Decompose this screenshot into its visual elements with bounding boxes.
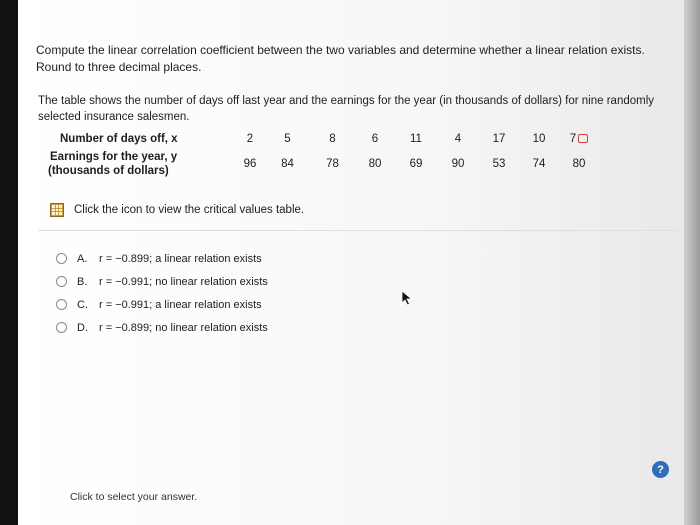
problem-description: The table shows the number of days off last year and the earnings for the year (in thousands of dollars) for nine randomly selected insurance salesmen. [38,95,655,123]
x-value: 8 [329,133,336,145]
divider [38,230,678,231]
option-letter: A. [77,252,88,265]
radio-button[interactable] [56,253,67,264]
table-grid-icon[interactable] [50,203,64,217]
critical-values-text: Click the icon to view the critical values table. [74,204,305,216]
x-value: 4 [454,133,462,145]
option-text: r = −0.899; a linear relation exists [99,252,262,265]
x-value: 2 [246,133,254,145]
x-value: 11 [410,133,422,145]
option-text: r = −0.899; no linear relation exists [99,321,268,334]
option-letter: C. [77,298,88,311]
y-label-line2: (thousands of dollars) [48,165,169,177]
radio-button[interactable] [56,322,67,333]
left-bezel [0,0,18,525]
y-value: 80 [368,158,382,170]
option-d[interactable] [56,316,268,339]
x-value: 5 [284,133,291,145]
answer-options [56,247,268,339]
y-value: 80 [572,158,586,170]
y-value: 53 [492,158,506,170]
option-c[interactable] [56,293,268,316]
copy-data-icon[interactable] [578,134,588,143]
radio-button[interactable] [56,276,67,287]
option-a[interactable] [56,247,268,270]
data-table [48,128,599,178]
mouse-cursor-icon [401,290,413,306]
y-value: 90 [451,158,465,170]
y-label [48,150,235,178]
y-value: 74 [532,158,546,170]
x-value: 17 [492,133,506,145]
footer-instruction: Click to select your answer. [70,491,198,503]
question-text: Compute the linear correlation coefficient between the two variables and determine whether a linear relation exists. Round to three decimal places. [36,43,645,74]
y-label-line1: Earnings for the year, y [50,151,178,163]
option-letter: B. [77,275,88,288]
x-value: 10 [532,133,546,145]
option-b[interactable] [56,270,268,293]
y-value: 69 [409,158,423,170]
y-value: 84 [281,158,294,170]
critical-values-link[interactable] [50,203,304,217]
x-value: 7 [569,133,577,145]
radio-button[interactable] [56,299,67,310]
option-text: r = −0.991; a linear relation exists [99,298,262,311]
y-value: 96 [243,158,257,170]
help-button[interactable]: ? [652,461,669,478]
right-bezel [684,0,700,525]
option-text: r = −0.991; no linear relation exists [99,275,268,288]
x-label: Number of days off, x [60,133,178,145]
y-value: 78 [326,158,339,170]
x-value: 6 [371,133,379,145]
option-letter: D. [77,321,88,334]
